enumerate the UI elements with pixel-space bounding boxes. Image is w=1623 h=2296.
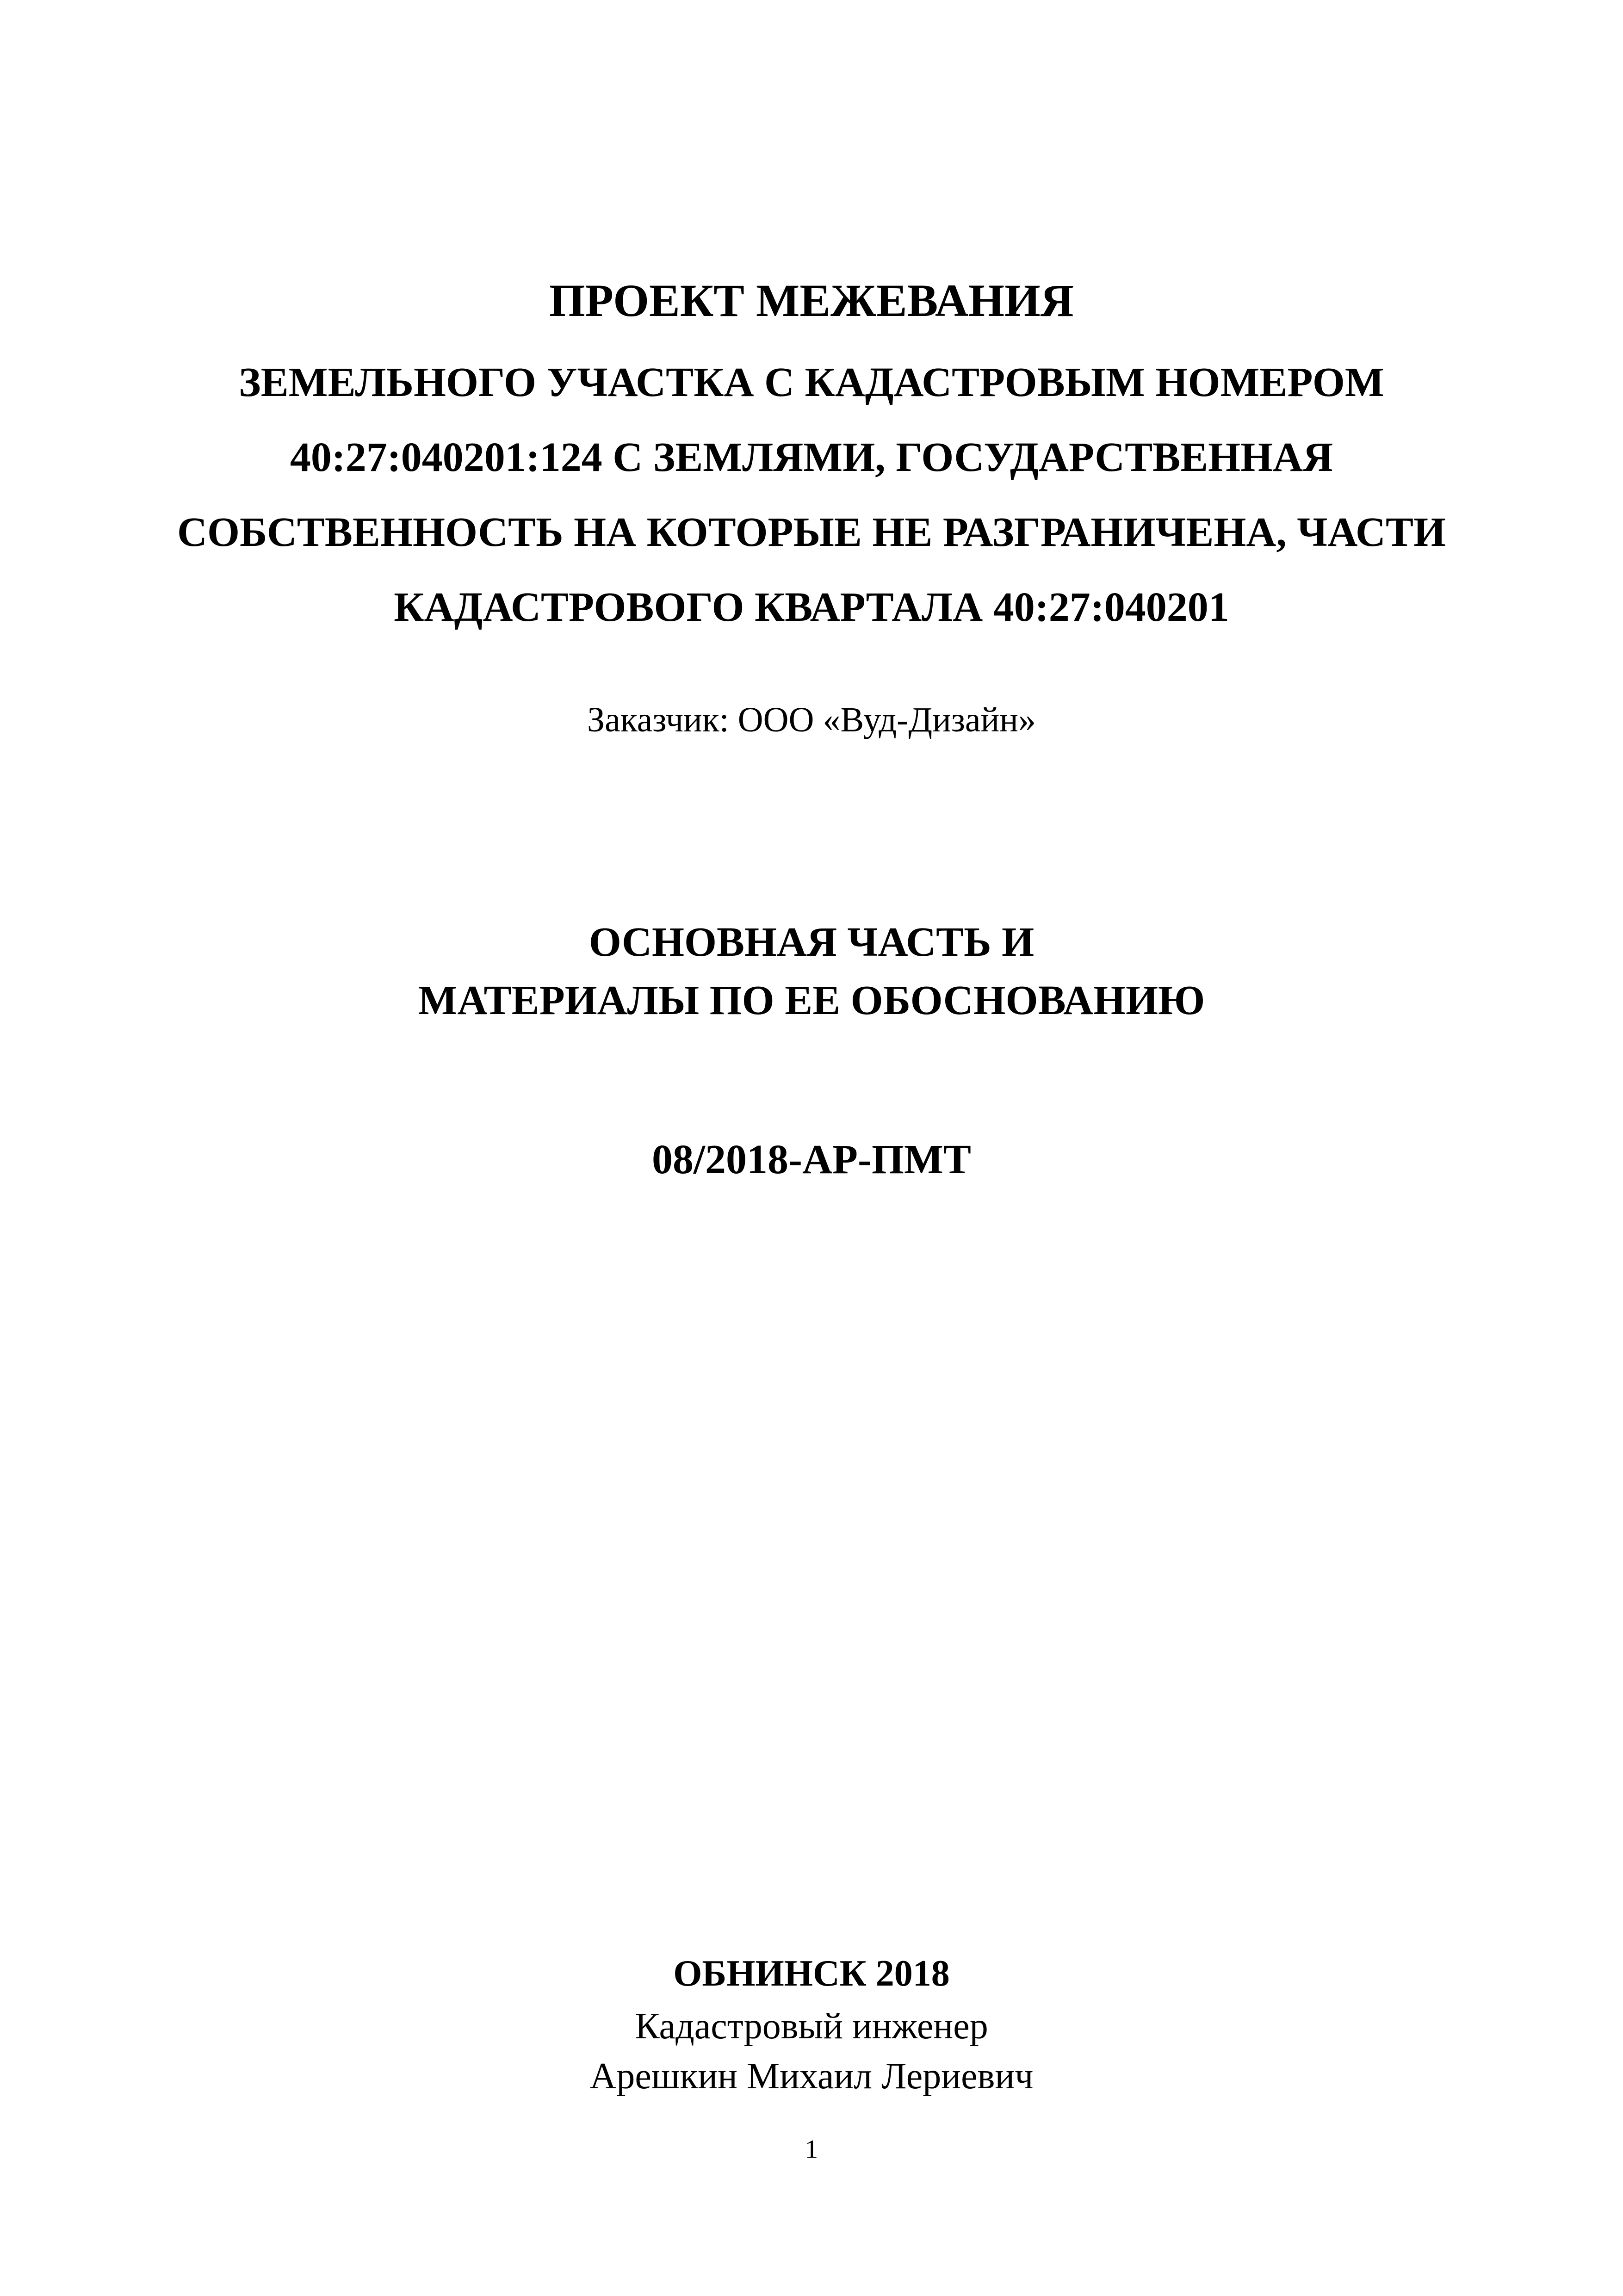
city-year: ОБНИНСК 2018 [673, 1953, 950, 1994]
title-line-3: СОБСТВЕННОСТЬ НА КОТОРЫЕ НЕ РАЗГРАНИЧЕНА, ЧАСТИ [177, 509, 1446, 555]
engineer-name: Арешкин Михаил Лериевич [589, 2056, 1034, 2097]
document-code: 08/2018-АР-ПМТ [652, 1137, 971, 1182]
project-title: ПРОЕКТ МЕЖЕВАНИЯ [549, 275, 1074, 326]
customer-line: Заказчик: ООО «Вуд-Дизайн» [587, 700, 1036, 739]
title-line-4: КАДАСТРОВОГО КВАРТАЛА 40:27:040201 [394, 584, 1229, 630]
engineer-role: Кадастровый инженер [635, 2006, 988, 2047]
section-title-line-1: ОСНОВНАЯ ЧАСТЬ И [588, 919, 1035, 965]
title-line-2: 40:27:040201:124 С ЗЕМЛЯМИ, ГОСУДАРСТВЕННАЯ [290, 434, 1333, 480]
title-line-1: ЗЕМЕЛЬНОГО УЧАСТКА С КАДАСТРОВЫМ НОМЕРОМ [239, 359, 1384, 405]
page-number: 1 [805, 2135, 818, 2164]
section-title-line-2: МАТЕРИАЛЫ ПО ЕЕ ОБОСНОВАНИЮ [418, 978, 1205, 1023]
